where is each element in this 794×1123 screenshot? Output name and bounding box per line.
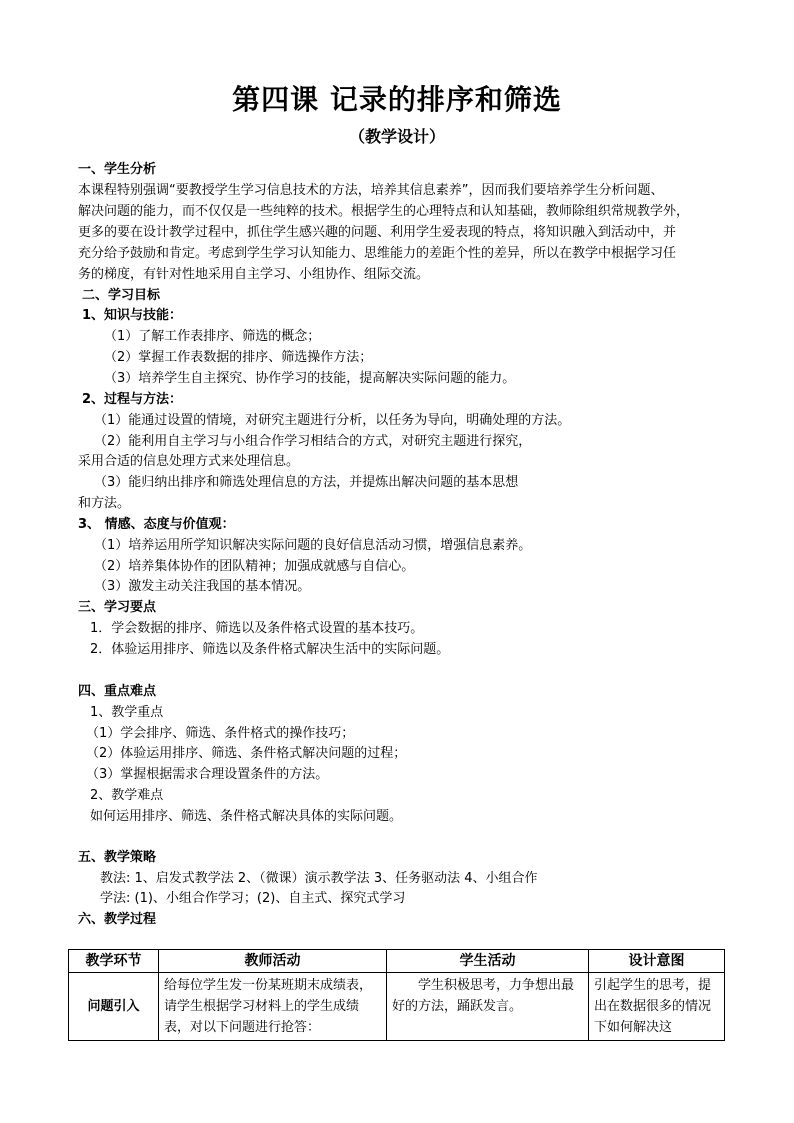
process-item: （3）能归纳出排序和筛选处理信息的方法，并提炼出解决问题的基本思想 <box>94 475 519 490</box>
section-5-heading: 五、教学策略 <box>78 850 157 865</box>
student-activity-cell: 学生积极思考，力争想出最好的方法，踊跃发言。 <box>387 973 589 1041</box>
section-1-line: 充分给予鼓励和肯定。考虑到学生学习认知能力、思维能力的差距个性的差异，所以在教学中根据学习任 <box>78 246 677 261</box>
process-item: （2）能利用自主学习与小组合作学习相结合的方式，对研究主题进行探究， <box>94 434 532 449</box>
teaching-process-table <box>68 949 725 1041</box>
knowledge-item: （3）培养学生自主探究、协作学习的技能，提高解决实际问题的能力。 <box>104 371 516 386</box>
difficulty-item: 如何运用排序、筛选、条件格式解决具体的实际问题。 <box>90 809 403 824</box>
section-1-line: 务的梯度，有针对性地采用自主学习、小组协作、组际交流。 <box>78 267 430 282</box>
key-point-item: 1．学会数据的排序、筛选以及条件格式设置的基本技巧。 <box>90 621 424 636</box>
emotion-item: （3）激发主动关注我国的基本情况。 <box>94 579 311 594</box>
page-title: 第四课 记录的排序和筛选 <box>232 83 562 116</box>
header-student: 学生活动 <box>387 950 589 973</box>
section-2-heading: 二、学习目标 <box>82 288 161 303</box>
section-4-heading: 四、重点难点 <box>78 684 157 699</box>
learning-methods: 学法: (1)、小组合作学习；(2)、自主式、探究式学习 <box>100 891 406 906</box>
process-item: 采用合适的信息处理方式来处理信息。 <box>78 454 300 469</box>
section-1-line: 更多的要在设计教学过程中，抓住学生感兴趣的问题、利用学生爱表现的特点，将知识融入到活动中，并 <box>78 225 677 240</box>
section-1-line: 解决问题的能力，而不仅仅是一些纯粹的技术。根据学生的心理特点和认知基础，教师除组织常规教学外， <box>78 204 690 219</box>
table-header-row <box>69 950 725 973</box>
knowledge-skills-heading: 1、知识与技能： <box>82 308 183 323</box>
table-row <box>69 973 725 1041</box>
header-teacher: 教师活动 <box>159 950 387 973</box>
emotion-heading: 3、 情感、态度与价值观： <box>78 517 235 532</box>
knowledge-item: （2）掌握工作表数据的排序、筛选操作方法； <box>104 350 373 365</box>
header-intent: 设计意图 <box>589 950 725 973</box>
teaching-difficulty-heading: 2、教学难点 <box>90 788 164 803</box>
section-1-line: 本课程特别强调“要教授学生学习信息技术的方法，培养其信息素养”，因而我们要培养学生分析问题、 <box>78 183 664 198</box>
stage-cell: 问题引入 <box>69 973 159 1041</box>
emotion-item: （2）培养集体协作的团队精神；加强成就感与自信心。 <box>94 559 415 574</box>
focus-item: （1）学会排序、筛选、条件格式的操作技巧； <box>86 726 355 741</box>
header-stage: 教学环节 <box>69 950 159 973</box>
knowledge-item: （1）了解工作表排序、筛选的概念； <box>104 329 321 344</box>
process-method-heading: 2、过程与方法： <box>82 392 183 407</box>
section-6-heading: 六、教学过程 <box>78 912 157 927</box>
design-intent-cell: 引起学生的思考，提出在数据很多的情况下如何解决这 <box>589 973 725 1041</box>
focus-item: （3）掌握根据需求合理设置条件的方法。 <box>86 767 329 782</box>
page-subtitle: （教学设计） <box>348 127 445 146</box>
emotion-item: （1）培养运用所学知识解决实际问题的良好信息活动习惯，增强信息素养。 <box>94 538 532 553</box>
key-point-item: 2．体验运用排序、筛选以及条件格式解决生活中的实际问题。 <box>90 642 450 657</box>
teaching-methods: 教法: 1、启发式教学法 2、（微课）演示教学法 3、任务驱动法 4、小组合作 <box>100 871 538 886</box>
process-item: 和方法。 <box>78 496 131 511</box>
section-1-heading: 一、学生分析 <box>78 162 157 177</box>
section-3-heading: 三、学习要点 <box>78 600 157 615</box>
process-item: （1）能通过设置的情境，对研究主题进行分析，以任务为导向，明确处理的方法。 <box>94 413 571 428</box>
teaching-focus-heading: 1、教学重点 <box>90 705 164 720</box>
focus-item: （2）体验运用排序、筛选、条件格式解决问题的过程； <box>86 746 407 761</box>
teacher-activity-cell: 给每位学生发一份某班期末成绩表，请学生根据学习材料上的学生成绩表，对以下问题进行抢答： <box>159 973 387 1041</box>
